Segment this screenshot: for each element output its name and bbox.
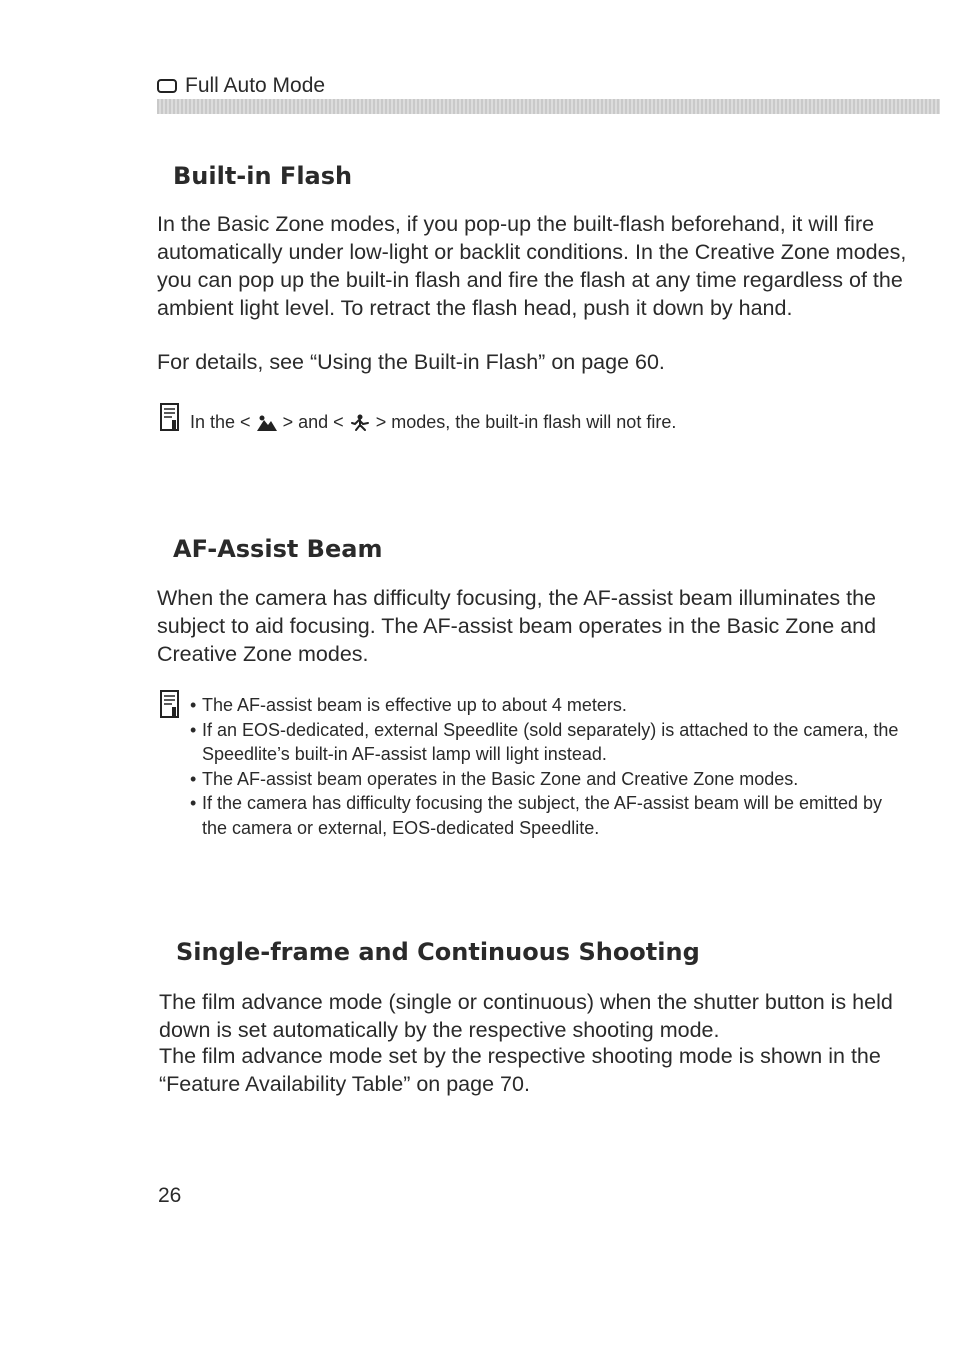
note-text-end: > modes, the built-in flash will not fire. [375,412,677,432]
memo-note-icon [160,690,182,720]
built-in-flash-note [160,403,676,433]
memo-note-icon [160,403,182,433]
full-auto-mode-square-icon [157,79,177,93]
landscape-mode-icon [256,414,278,432]
list-item: • The AF-assist beam is effective up to about 4 meters. [190,693,902,718]
list-item: • The AF-assist beam operates in the Basic Zone and Creative Zone modes. [190,767,902,792]
film-advance-paragraph-1: The film advance mode (single or continuous) when the shutter button is held down is set automatically by the respective shooting mode. [159,990,893,1042]
af-assist-paragraph: When the camera has difficulty focusing, the AF-assist beam illuminates the subject to aid focusing. The AF-assist beam operates in the Basic Zone and Creative Zone modes. [157,586,877,666]
sports-mode-icon [349,414,371,432]
built-in-flash-paragraph: In the Basic Zone modes, if you pop-up the built-flash beforehand, it will fire automatically under low-light or backlit conditions. In the Creative Zone modes, you can pop up the built-in flash and fire the flash at any time regardless of the ambient light level. To retract the flash head, push it down by hand. [157,212,907,320]
section-heading-af-assist-beam: AF-Assist Beam [173,535,383,563]
page-number: 26 [158,1184,182,1207]
section-heading-built-in-flash: Built-in Flash [173,162,353,190]
built-in-flash-details: For details, see “Using the Built-in Flash” on page 60. [157,350,665,374]
af-assist-bullet-list [190,690,902,840]
af-assist-note [160,690,902,840]
note-text-mid: > and < [282,412,344,432]
header-band [157,99,940,114]
list-item: • If the camera has difficulty focusing the subject, the AF-assist beam will be emitted by the camera or external, EOS-dedicated Speedlite. [190,791,902,840]
list-item: • If an EOS-dedicated, external Speedlite (sold separately) is attached to the camera, the Speedlite’s built-in AF-assist lamp will light instead. [190,718,902,767]
page-header [157,74,325,98]
header-title: Full Auto Mode [185,74,326,97]
section-heading-single-frame-continuous: Single-frame and Continuous Shooting [176,938,700,966]
film-advance-paragraph-2: The film advance mode set by the respective shooting mode is shown in the “Feature Availability Table” on page 70. [159,1044,881,1096]
note-text-start: In the < [190,412,251,432]
